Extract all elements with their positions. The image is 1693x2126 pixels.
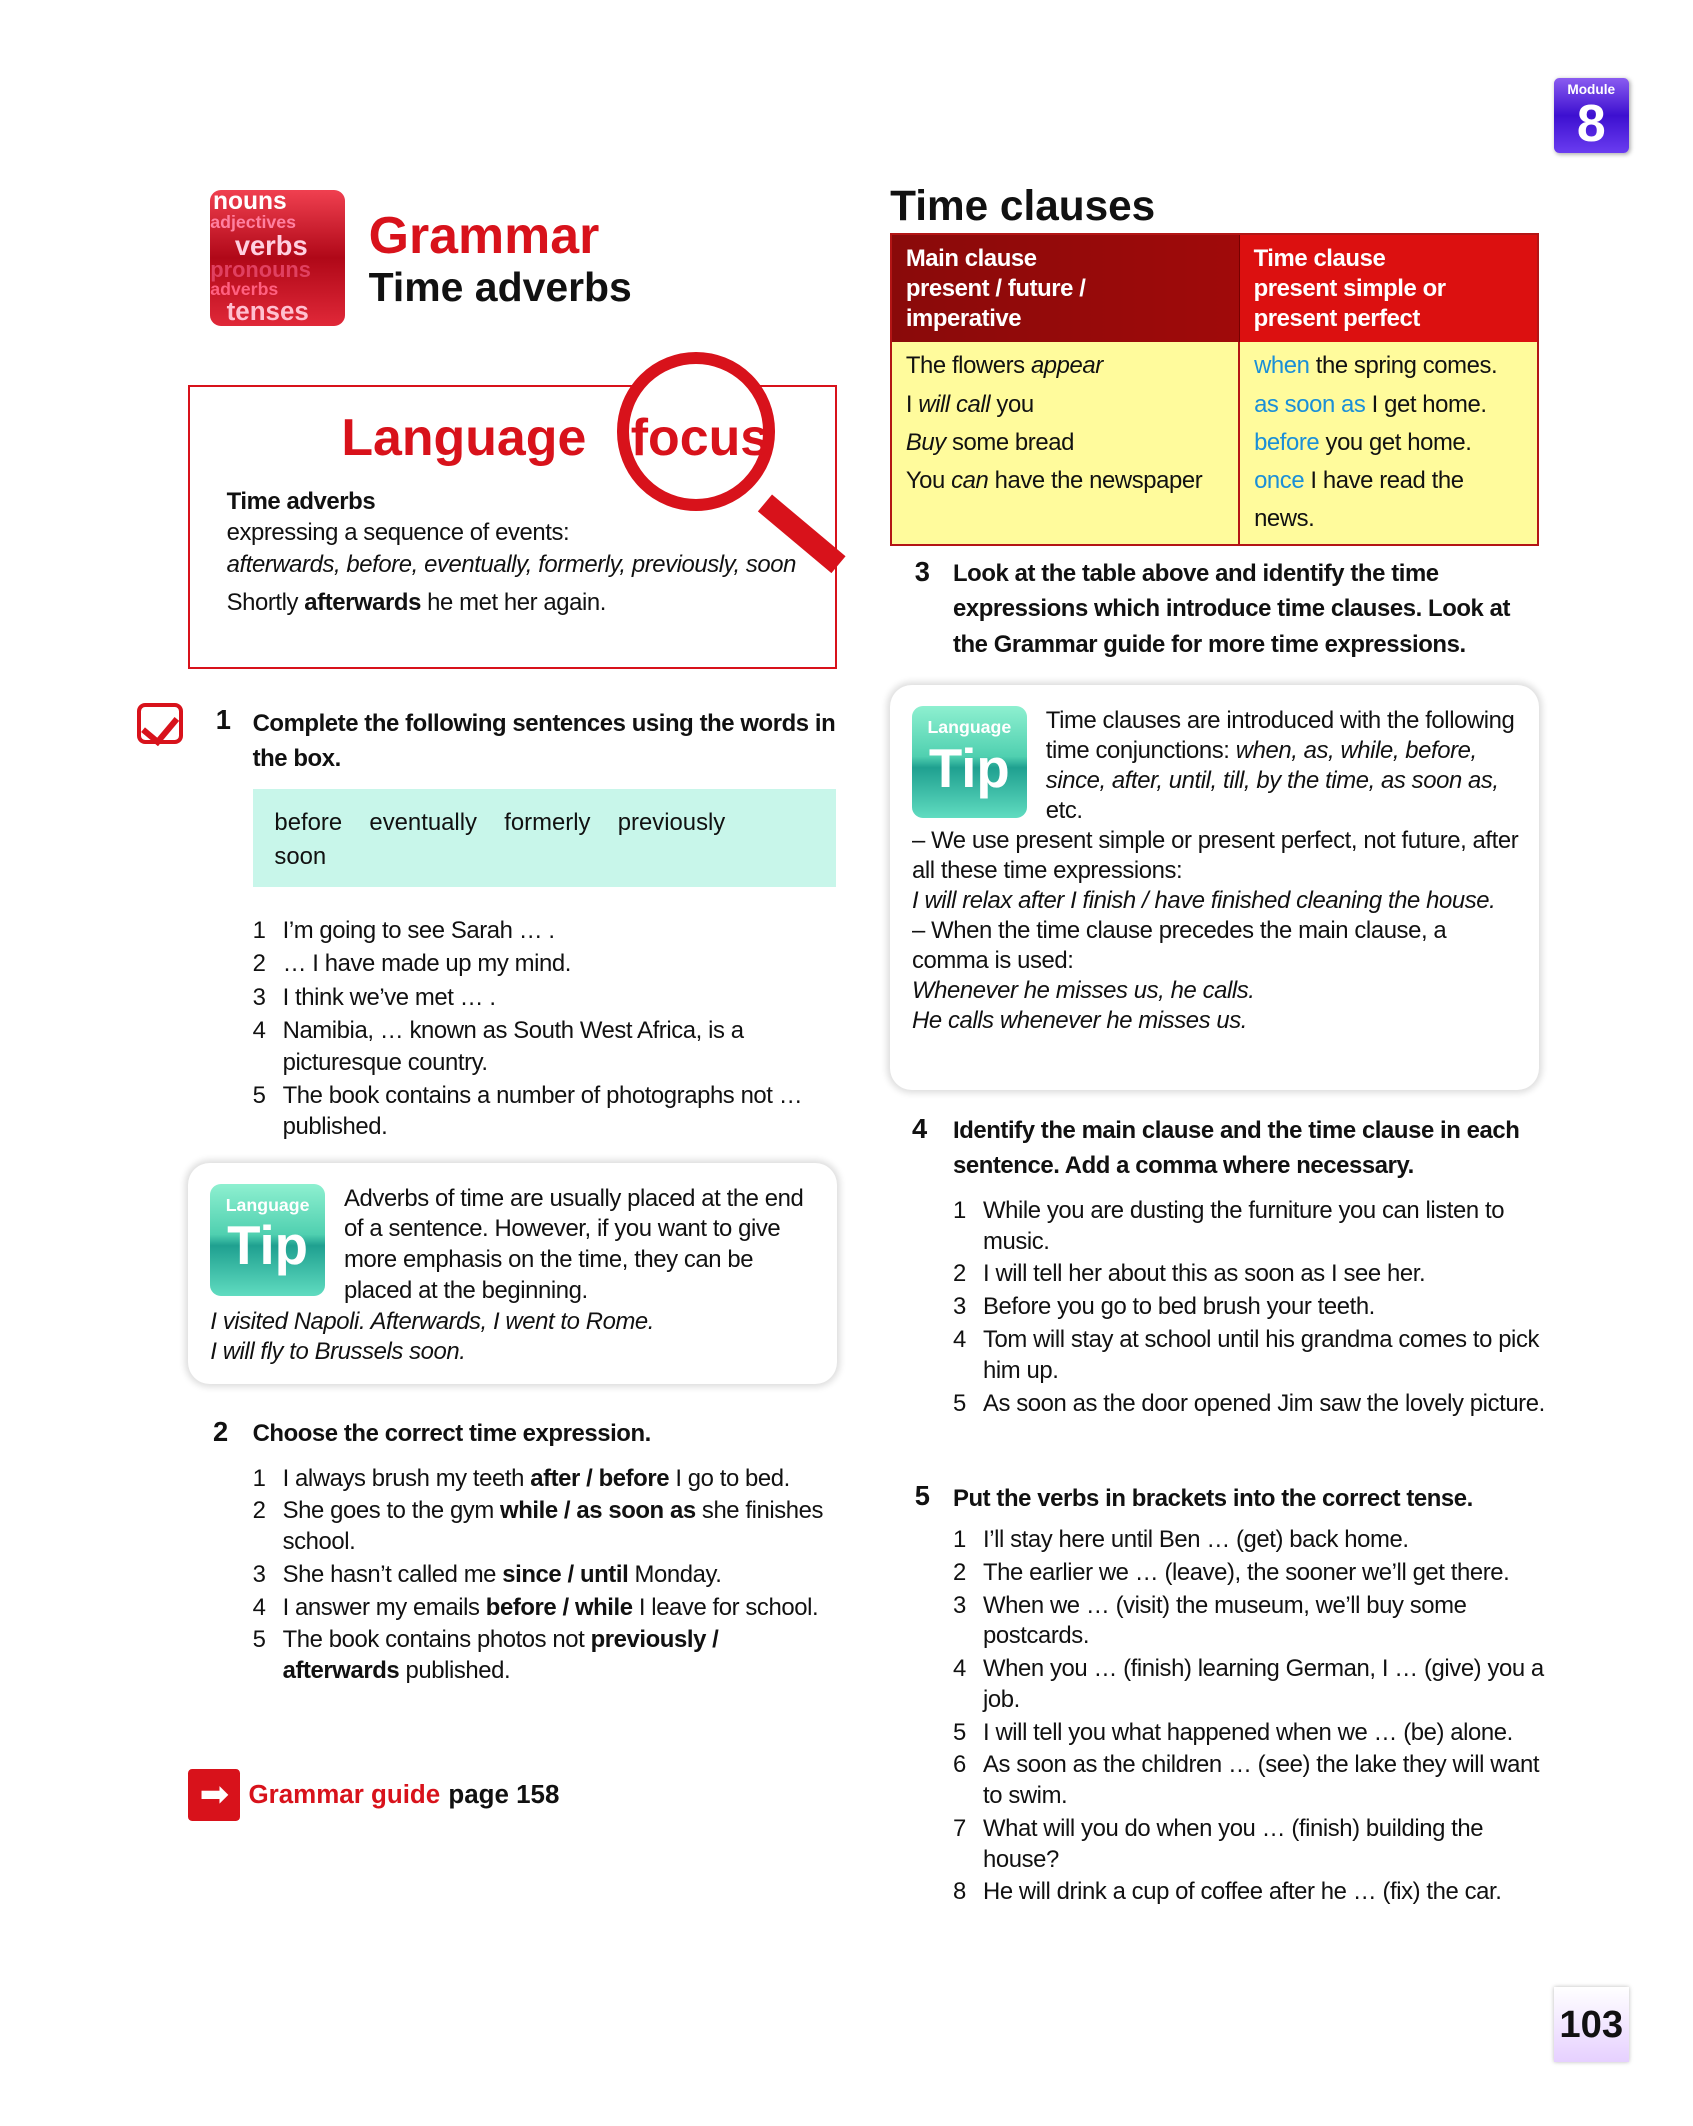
item-text — [283, 1496, 837, 1557]
text-segment: afterwards — [304, 589, 421, 617]
text-segment: while / as soon as — [500, 1497, 696, 1525]
table-cell — [906, 424, 1225, 462]
item-number: 1 — [952, 1197, 966, 1224]
list-item — [253, 915, 837, 946]
text-segment: I leave for school. — [632, 1593, 819, 1621]
item-text: When you … (finish) learning German, I … (give) you a job. — [983, 1655, 1544, 1713]
list-item — [253, 1593, 837, 1624]
text-segment: since / until — [502, 1560, 629, 1588]
tip-content — [912, 706, 1524, 1036]
text-segment: Buy — [905, 428, 946, 456]
list-item — [253, 1625, 837, 1686]
text-segment: Whenever he misses us, he calls. — [912, 977, 1255, 1005]
text-segment: Time clauses are introduced with the following time conjunctions: — [1045, 706, 1515, 764]
main-clause-column — [891, 342, 1239, 545]
word: soon — [274, 842, 327, 870]
icon-word: pronouns — [210, 257, 311, 283]
item-number: 2 — [252, 1497, 266, 1525]
item-number: 3 — [952, 1591, 966, 1619]
list-item — [253, 1464, 837, 1495]
word: previously — [617, 808, 726, 836]
language-focus-title-focus: focus — [630, 407, 770, 466]
item-number: 5 — [952, 1718, 966, 1746]
item-number: 4 — [952, 1326, 966, 1354]
list-item — [953, 1877, 1547, 1908]
text-segment: some bread — [945, 428, 1074, 456]
exercise-list — [953, 1196, 1547, 1421]
icon-word: verbs — [234, 230, 308, 262]
header-line: Main clause — [905, 244, 1037, 272]
item-number: 7 — [952, 1814, 966, 1842]
table-cell — [1254, 386, 1523, 424]
list-item — [953, 1196, 1547, 1257]
icon-word: adjectives — [210, 212, 297, 233]
item-text: … I have made up my mind. — [282, 950, 571, 978]
list-item — [253, 1015, 837, 1078]
exercise-instruction: Identify the main clause and the time clause in each sentence. Add a comma where necessary. — [952, 1116, 1520, 1180]
text-segment: Monday. — [628, 1560, 722, 1588]
time-clause-column — [1239, 342, 1537, 545]
item-text — [283, 1464, 790, 1495]
item-number: 4 — [252, 1017, 266, 1045]
item-text: I will tell you what happened when we … (be) alone. — [983, 1718, 1513, 1746]
header-line: present perfect — [1253, 304, 1420, 332]
item-number: 1 — [252, 916, 266, 944]
item-number: 5 — [252, 1626, 266, 1654]
table-cell — [906, 347, 1225, 385]
item-text — [283, 1593, 819, 1624]
table-cell — [1254, 462, 1523, 538]
text-segment: I get home. — [1365, 390, 1487, 418]
text-segment: after / before — [530, 1464, 670, 1492]
item-number: 5 — [252, 1081, 266, 1109]
header-line: Time clause — [1253, 244, 1386, 272]
item-text: I’ll stay here until Ben … (get) back home. — [983, 1526, 1409, 1554]
tip-line — [912, 1006, 1524, 1036]
item-number: 3 — [252, 983, 266, 1011]
grammar-icon — [210, 187, 345, 327]
item-text: As soon as the door opened Jim saw the lovely picture. — [983, 1389, 1545, 1417]
text-segment: previously / afterwards — [282, 1626, 719, 1685]
item-text — [283, 1625, 837, 1686]
text-segment: I have read the news. — [1254, 467, 1464, 533]
item-text: As soon as the children … (see) the lake they will want to swim. — [983, 1751, 1540, 1810]
list-item — [953, 1654, 1547, 1715]
module-label: Module — [1567, 81, 1616, 97]
icon-word: tenses — [226, 298, 309, 326]
text-segment: The book contains photos not — [282, 1626, 591, 1654]
text-segment: can — [951, 467, 989, 495]
tip-word: Tip — [928, 737, 1010, 799]
item-text: While you are dusting the furniture you can listen to music. — [983, 1197, 1505, 1255]
item-text: I will tell her about this as soon as I see her. — [983, 1260, 1426, 1288]
table-cell — [906, 386, 1225, 424]
table-cell — [1254, 347, 1523, 385]
item-text: Before you go to bed brush your teeth. — [983, 1293, 1375, 1321]
guide-label: Grammar guide — [248, 1780, 441, 1809]
list-item — [253, 1080, 837, 1143]
item-text: The earlier we … (leave), the sooner we’ll get there. — [983, 1558, 1510, 1586]
list-item — [253, 982, 837, 1013]
item-text: The book contains a number of photographs not … published. — [282, 1081, 803, 1141]
word-box — [253, 789, 836, 887]
module-badge — [1554, 78, 1629, 153]
section-title: Grammar — [368, 205, 600, 264]
text-segment: she finishes school. — [282, 1497, 824, 1556]
text-segment: published. — [399, 1657, 511, 1685]
tip-word: Tip — [227, 1215, 309, 1277]
item-text: I think we’ve met … . — [282, 983, 496, 1011]
item-number: 6 — [952, 1751, 966, 1779]
word: formerly — [504, 808, 591, 836]
item-number: 3 — [252, 1560, 266, 1588]
list-item — [253, 1560, 837, 1591]
tip-line — [912, 916, 1524, 976]
word: before — [274, 808, 343, 836]
exercise-number: 4 — [912, 1112, 928, 1144]
guide-page: page 158 — [448, 1780, 560, 1809]
list-item — [253, 1496, 837, 1557]
item-number: 2 — [952, 1558, 966, 1586]
list-item — [953, 1814, 1547, 1875]
item-number: 1 — [252, 1464, 266, 1492]
item-text: Tom will stay at school until his grandma comes to pick him up. — [983, 1326, 1540, 1384]
text-segment: – When the time clause precedes the main clause, a comma is used: — [912, 917, 1447, 975]
tip-label: Language — [927, 716, 1012, 737]
exercise-instruction: Complete the following sentences using the words in the box. — [252, 709, 836, 773]
time-clauses-table — [890, 233, 1539, 546]
text-segment: have the newspaper — [988, 467, 1203, 495]
tip-line — [912, 976, 1524, 1006]
item-text: What will you do when you … (finish) building the house? — [983, 1814, 1484, 1873]
tip-line — [912, 886, 1524, 916]
header-line: present / future / — [905, 274, 1086, 302]
item-number: 2 — [952, 1260, 966, 1288]
exercise-number: 1 — [215, 704, 231, 736]
text-segment: before — [1254, 428, 1320, 456]
text-segment: you get home. — [1319, 428, 1472, 456]
text-segment: when — [1254, 352, 1310, 380]
checkbox-icon — [137, 703, 183, 744]
exercise-list — [953, 1525, 1547, 1910]
text-segment: I always brush my teeth — [282, 1464, 531, 1492]
list-item — [953, 1325, 1547, 1386]
grammar-guide-link[interactable] — [188, 1769, 559, 1821]
language-tip-icon — [912, 706, 1027, 818]
list-item — [953, 1591, 1547, 1652]
text-segment: The flowers — [905, 352, 1031, 380]
exercise-list — [253, 1464, 837, 1689]
language-tip-icon — [210, 1184, 325, 1296]
list-item — [253, 948, 837, 979]
lf-heading: Time adverbs — [226, 488, 376, 516]
icon-word: nouns — [212, 187, 287, 215]
text-segment: She hasn’t called me — [282, 1560, 503, 1588]
text-segment: I — [905, 390, 919, 418]
language-focus-content — [227, 486, 807, 618]
item-text — [283, 1560, 722, 1591]
text-segment: once — [1254, 467, 1305, 495]
text-segment: Shortly — [226, 589, 305, 617]
exercise-instruction: Look at the table above and identify the time expressions which introduce time clauses. Look at the Grammar guide for more time expressions. — [952, 559, 1511, 658]
text-segment: appear — [1030, 352, 1103, 380]
arrow-right-icon: ➡ — [188, 1769, 240, 1821]
word: eventually — [369, 808, 477, 836]
item-text: He will drink a cup of coffee after he … (fix) the car. — [983, 1878, 1502, 1906]
text-segment: etc. — [1045, 796, 1083, 824]
lf-example-sentence — [227, 587, 807, 618]
list-item — [953, 1750, 1547, 1811]
exercise-number: 2 — [212, 1415, 229, 1447]
text-segment: He calls whenever he misses us. — [912, 1007, 1247, 1035]
tip-text: Adverbs of time are usually placed at the end of a sentence. However, if you want to give more emphasis on the time, they can be placed at the beginning. — [344, 1184, 804, 1304]
item-number: 4 — [952, 1655, 966, 1683]
item-text: When we … (visit) the museum, we’ll buy some postcards. — [983, 1591, 1467, 1650]
tip-content — [210, 1184, 824, 1368]
lf-examples: afterwards, before, eventually, formerly, previously, soon — [226, 550, 797, 578]
text-segment: I go to bed. — [669, 1464, 790, 1492]
icon-word: adverbs — [210, 279, 279, 300]
tip-example: I will fly to Brussels soon. — [210, 1338, 466, 1366]
module-number: 8 — [1576, 94, 1606, 153]
section-subtitle: Time adverbs — [368, 263, 632, 310]
item-number: 3 — [952, 1293, 966, 1321]
item-text: I’m going to see Sarah … . — [282, 916, 555, 944]
item-number: 8 — [952, 1878, 966, 1906]
table-header-main — [891, 234, 1239, 341]
text-segment: I will relax after I finish / have finished cleaning the house. — [912, 887, 1496, 915]
item-number: 5 — [952, 1389, 966, 1417]
tip-example: I visited Napoli. Afterwards, I went to Rome. — [210, 1307, 655, 1335]
list-item — [953, 1558, 1547, 1589]
exercise-number: 3 — [914, 555, 930, 587]
text-segment: he met her again. — [420, 589, 607, 617]
tip-line — [912, 826, 1524, 886]
text-segment: will call — [918, 390, 991, 418]
language-focus-title: Language — [341, 407, 587, 466]
exercise-instruction: Choose the correct time expression. — [252, 1419, 651, 1447]
text-segment: as soon as — [1254, 390, 1366, 418]
list-item — [953, 1259, 1547, 1290]
text-segment: the spring comes. — [1309, 352, 1498, 380]
header-line: imperative — [905, 304, 1022, 332]
table-header-time — [1239, 234, 1537, 341]
list-item — [953, 1389, 1547, 1420]
item-number: 4 — [252, 1593, 266, 1621]
text-segment: – We use present simple or present perfect, not future, after all these time expressions: — [912, 826, 1519, 885]
exercise-number: 5 — [914, 1479, 930, 1511]
item-number: 1 — [952, 1526, 966, 1554]
table-cell — [1254, 424, 1523, 462]
text-segment: She goes to the gym — [282, 1497, 501, 1525]
lf-line: expressing a sequence of events: — [226, 519, 570, 547]
list-item — [953, 1718, 1547, 1749]
page-number: 103 — [1554, 1987, 1629, 2062]
item-number: 2 — [252, 950, 266, 978]
text-segment: before / while — [485, 1593, 633, 1621]
tip-label: Language — [225, 1194, 310, 1215]
exercise-list — [253, 915, 837, 1145]
exercise-instruction: Put the verbs in brackets into the correct tense. — [952, 1485, 1473, 1513]
text-segment: when, as, while, before, since, after, until, till, by the time, as soon as, — [1045, 736, 1499, 794]
text-segment: You — [905, 467, 952, 495]
header-line: present simple or — [1253, 274, 1446, 302]
list-item — [953, 1292, 1547, 1323]
text-segment: I answer my emails — [282, 1593, 486, 1621]
table-cell — [906, 462, 1225, 500]
time-clauses-title: Time clauses — [890, 181, 1156, 229]
text-segment: you — [990, 390, 1034, 418]
item-text: Namibia, … known as South West Africa, is a picturesque country. — [282, 1017, 744, 1076]
list-item — [953, 1525, 1547, 1556]
